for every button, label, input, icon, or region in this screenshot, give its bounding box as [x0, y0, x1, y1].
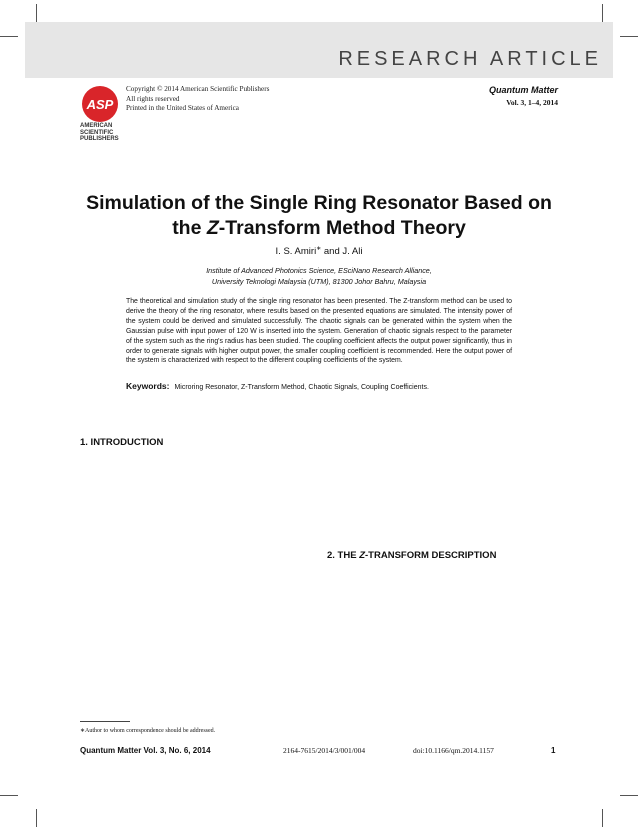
keywords — [126, 381, 526, 391]
abstract: The theoretical and simulation study of the single ring resonator has been presented. The Z-transform method can be used to derive the theory of the ring resonator, where results based on the presented equations are simulated. The intensity power of the system could be derived and simulated successfully. The chaotic signals can be generated within the system when the Gaussian pulse with input power of 120 W is inserted into the system. Generation of chaotic signals respect to the parameter of the system such as the ring's radius has been studied. The coupling coefficient affects the output power significantly, thus in order to generate signals with higher output power, the smaller coupling coefficient is recommended. Here the output power of the system is characterized with respect to the different coupling coefficients of the system. — [126, 298, 512, 365]
keywords-list: Microring Resonator, Z-Transform Method, Chaotic Signals, Coupling Coefficients. — [174, 384, 429, 391]
crop-mark — [0, 795, 18, 796]
affiliation-line: University Teknologi Malaysia (UTM), 81300 Johor Bahru, Malaysia — [211, 276, 427, 286]
publisher-line: SCIENTIFIC — [80, 129, 114, 136]
publisher-line: PUBLISHERS — [80, 136, 119, 142]
section-heading: 2. THE Z-TRANSFORM DESCRIPTION — [327, 550, 497, 561]
affiliation-line: Institute of Advanced Photonics Science, ESciNano Research Alliance, — [206, 266, 432, 275]
footer-doi: doi:10.1166/qm.2014.1157 — [413, 746, 494, 755]
publisher-line: AMERICAN — [80, 123, 113, 129]
keywords-label: Keywords: — [126, 381, 170, 391]
copyright-line: Copyright © 2014 American Scientific Publishers — [126, 85, 270, 93]
crop-mark — [0, 36, 18, 37]
article-title — [60, 191, 578, 241]
copyright-line: Printed in the United States of America — [126, 104, 239, 112]
journal-name: Quantum Matter — [488, 85, 558, 95]
title-line: Simulation of the Single Ring Resonator Based on — [86, 192, 552, 214]
affiliation — [60, 266, 578, 287]
section-heading: 1. INTRODUCTION — [80, 437, 164, 448]
article-type-banner: RESEARCH ARTICLE — [338, 48, 602, 70]
copyright-notice — [126, 85, 269, 114]
journal-volume: Vol. 3, 1–4, 2014 — [506, 98, 558, 107]
footnote: ∗Author to whom correspondence should be addressed. — [80, 728, 216, 734]
author-list — [60, 245, 578, 257]
crop-mark — [36, 4, 37, 22]
crop-mark — [602, 809, 603, 827]
publisher-logo — [82, 86, 118, 122]
page-number: 1 — [551, 746, 556, 755]
title-line: the Z-Transform Method Theory — [172, 217, 466, 239]
author-name: I. S. Amiri — [275, 246, 317, 258]
journal-info — [489, 85, 558, 107]
publisher-name — [80, 123, 119, 143]
footer-issn: 2164-7615/2014/3/001/004 — [283, 746, 366, 755]
author-name: and J. Ali — [321, 246, 363, 258]
copyright-line: All rights reserved — [126, 94, 180, 103]
footnote-rule — [80, 721, 130, 722]
crop-mark — [36, 809, 37, 827]
corresponding-mark: ∗ — [316, 246, 322, 252]
crop-mark — [602, 4, 603, 22]
crop-mark — [620, 795, 638, 796]
logo-text: ASP — [86, 96, 114, 112]
crop-mark — [620, 36, 638, 37]
footer-journal: Quantum Matter Vol. 3, No. 6, 2014 — [80, 746, 211, 755]
